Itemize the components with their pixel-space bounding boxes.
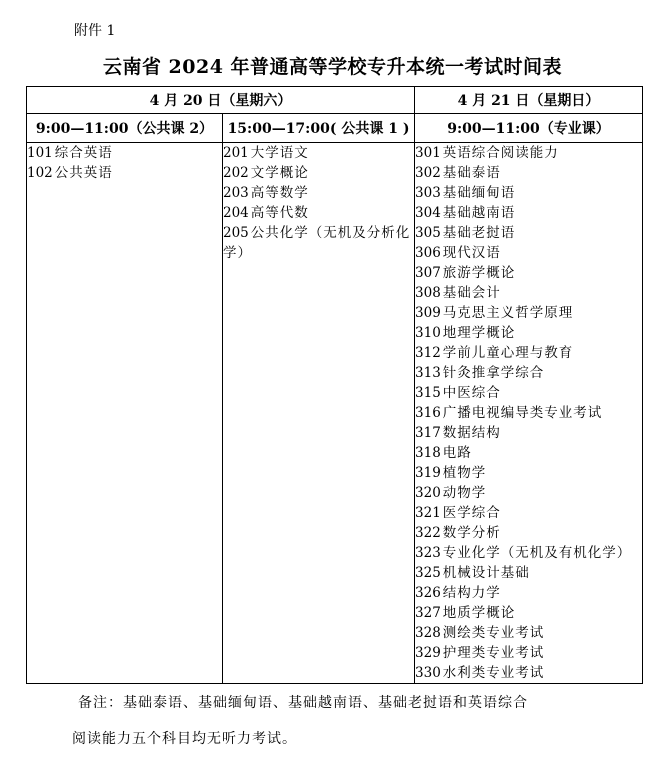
exam-schedule-table	[26, 86, 643, 684]
subject-item	[415, 503, 642, 523]
subject-code: 307	[415, 265, 441, 281]
subject-item	[415, 543, 642, 563]
subject-name: 公共英语	[54, 165, 113, 181]
subject-item	[415, 643, 642, 663]
subject-name: 数据结构	[442, 425, 501, 441]
date-header-row	[27, 87, 643, 114]
subject-code: 205	[223, 225, 249, 241]
subjects-cell-public1	[223, 143, 415, 684]
subject-list	[415, 143, 642, 683]
subject-item	[27, 143, 222, 163]
subject-item	[415, 483, 642, 503]
subject-item	[415, 163, 642, 183]
subject-name: 测绘类专业考试	[442, 625, 545, 641]
subject-name: 专业化学（无机及有机化学）	[442, 545, 632, 561]
subject-name: 马克思主义哲学原理	[442, 305, 574, 321]
subject-name: 公共化学（无机及分析化学）	[223, 225, 411, 261]
subject-name: 基础缅甸语	[442, 185, 516, 201]
subject-item	[415, 303, 642, 323]
subject-code: 101	[27, 145, 53, 161]
subject-item	[415, 223, 642, 243]
subject-code: 201	[223, 145, 249, 161]
date-header-day2: 4 月 21 日（星期日）	[415, 87, 643, 114]
subject-item	[415, 623, 642, 643]
subject-name: 学前儿童心理与教育	[442, 345, 574, 361]
subject-name: 广播电视编导类专业考试	[442, 405, 603, 421]
subject-code: 325	[415, 565, 441, 581]
subject-code: 305	[415, 225, 441, 241]
subject-list	[223, 143, 414, 263]
subject-item	[415, 263, 642, 283]
subject-name: 大学语文	[250, 145, 309, 161]
subject-code: 302	[415, 165, 441, 181]
subject-code: 102	[27, 165, 53, 181]
subject-item	[223, 203, 414, 223]
session-header-major: 9:00—11:00（专业课）	[415, 114, 643, 143]
subject-code: 304	[415, 205, 441, 221]
date-header-day1: 4 月 20 日（星期六）	[27, 87, 415, 114]
subject-name: 地质学概论	[442, 605, 516, 621]
subject-code: 316	[415, 405, 441, 421]
subject-name: 结构力学	[442, 585, 501, 601]
subject-code: 326	[415, 585, 441, 601]
subject-code: 322	[415, 525, 441, 541]
subject-code: 303	[415, 185, 441, 201]
subject-item	[415, 203, 642, 223]
subject-code: 202	[223, 165, 249, 181]
subject-name: 英语综合阅读能力	[442, 145, 559, 161]
subject-item	[415, 663, 642, 683]
subject-item	[415, 563, 642, 583]
subject-code: 315	[415, 385, 441, 401]
subject-name: 文学概论	[250, 165, 309, 181]
subject-name: 护理类专业考试	[442, 645, 545, 661]
session-header-public1: 15:00—17:00( 公共课 1 )	[223, 114, 415, 143]
subject-name: 水利类专业考试	[442, 665, 545, 681]
subject-code: 204	[223, 205, 249, 221]
subjects-cell-public2	[27, 143, 223, 684]
attachment-label: 附件 1	[74, 23, 116, 39]
subject-item	[27, 163, 222, 183]
subject-code: 328	[415, 625, 441, 641]
subject-name: 数学分析	[442, 525, 501, 541]
subject-code: 330	[415, 665, 441, 681]
subject-name: 基础会计	[442, 285, 501, 301]
subject-item	[415, 443, 642, 463]
subject-name: 现代汉语	[442, 245, 501, 261]
subject-name: 动物学	[442, 485, 487, 501]
subject-code: 309	[415, 305, 441, 321]
subject-code: 323	[415, 545, 441, 561]
subject-name: 高等代数	[250, 205, 309, 221]
subject-name: 植物学	[442, 465, 487, 481]
footnote-line-2: 阅读能力五个科目均无听力考试。	[72, 731, 297, 747]
subject-code: 301	[415, 145, 441, 161]
subject-code: 321	[415, 505, 441, 521]
subject-item	[415, 523, 642, 543]
subject-list	[27, 143, 222, 183]
session-header-row	[27, 114, 643, 143]
subject-code: 310	[415, 325, 441, 341]
subject-code: 313	[415, 365, 441, 381]
subject-name: 地理学概论	[442, 325, 516, 341]
subject-code: 308	[415, 285, 441, 301]
subject-item	[415, 183, 642, 203]
subject-item	[415, 343, 642, 363]
subject-name: 基础老挝语	[442, 225, 516, 241]
subject-item	[223, 183, 414, 203]
subject-item	[415, 383, 642, 403]
subject-item	[415, 283, 642, 303]
subject-name: 基础越南语	[442, 205, 516, 221]
session-header-public2: 9:00—11:00（公共课 2）	[27, 114, 223, 143]
subject-name: 综合英语	[54, 145, 113, 161]
subject-name: 旅游学概论	[442, 265, 516, 281]
subject-code: 312	[415, 345, 441, 361]
footnote	[72, 690, 618, 752]
subject-item	[223, 143, 414, 163]
subjects-row	[27, 143, 643, 684]
subject-code: 203	[223, 185, 249, 201]
footnote-line-1: 备注：基础泰语、基础缅甸语、基础越南语、基础老挝语和英语综合	[78, 695, 528, 711]
subject-name: 中医综合	[442, 385, 501, 401]
subject-item	[415, 323, 642, 343]
subject-item	[415, 603, 642, 623]
subject-code: 320	[415, 485, 441, 501]
subject-name: 机械设计基础	[442, 565, 530, 581]
document-title: 云南省 2024 年普通高等学校专升本统一考试时间表	[102, 56, 563, 78]
subject-code: 327	[415, 605, 441, 621]
subject-item	[415, 423, 642, 443]
subject-name: 电路	[442, 445, 472, 461]
subject-name: 医学综合	[442, 505, 501, 521]
subject-code: 318	[415, 445, 441, 461]
subject-name: 基础泰语	[442, 165, 501, 181]
subject-item	[415, 583, 642, 603]
subjects-cell-major	[415, 143, 643, 684]
subject-item	[415, 363, 642, 383]
subject-item	[223, 163, 414, 183]
subject-item	[415, 403, 642, 423]
subject-code: 306	[415, 245, 441, 261]
subject-item	[415, 143, 642, 163]
subject-item	[415, 243, 642, 263]
subject-code: 319	[415, 465, 441, 481]
subject-item	[223, 223, 414, 263]
subject-name: 针灸推拿学综合	[442, 365, 545, 381]
subject-item	[415, 463, 642, 483]
subject-code: 329	[415, 645, 441, 661]
subject-name: 高等数学	[250, 185, 309, 201]
subject-code: 317	[415, 425, 441, 441]
